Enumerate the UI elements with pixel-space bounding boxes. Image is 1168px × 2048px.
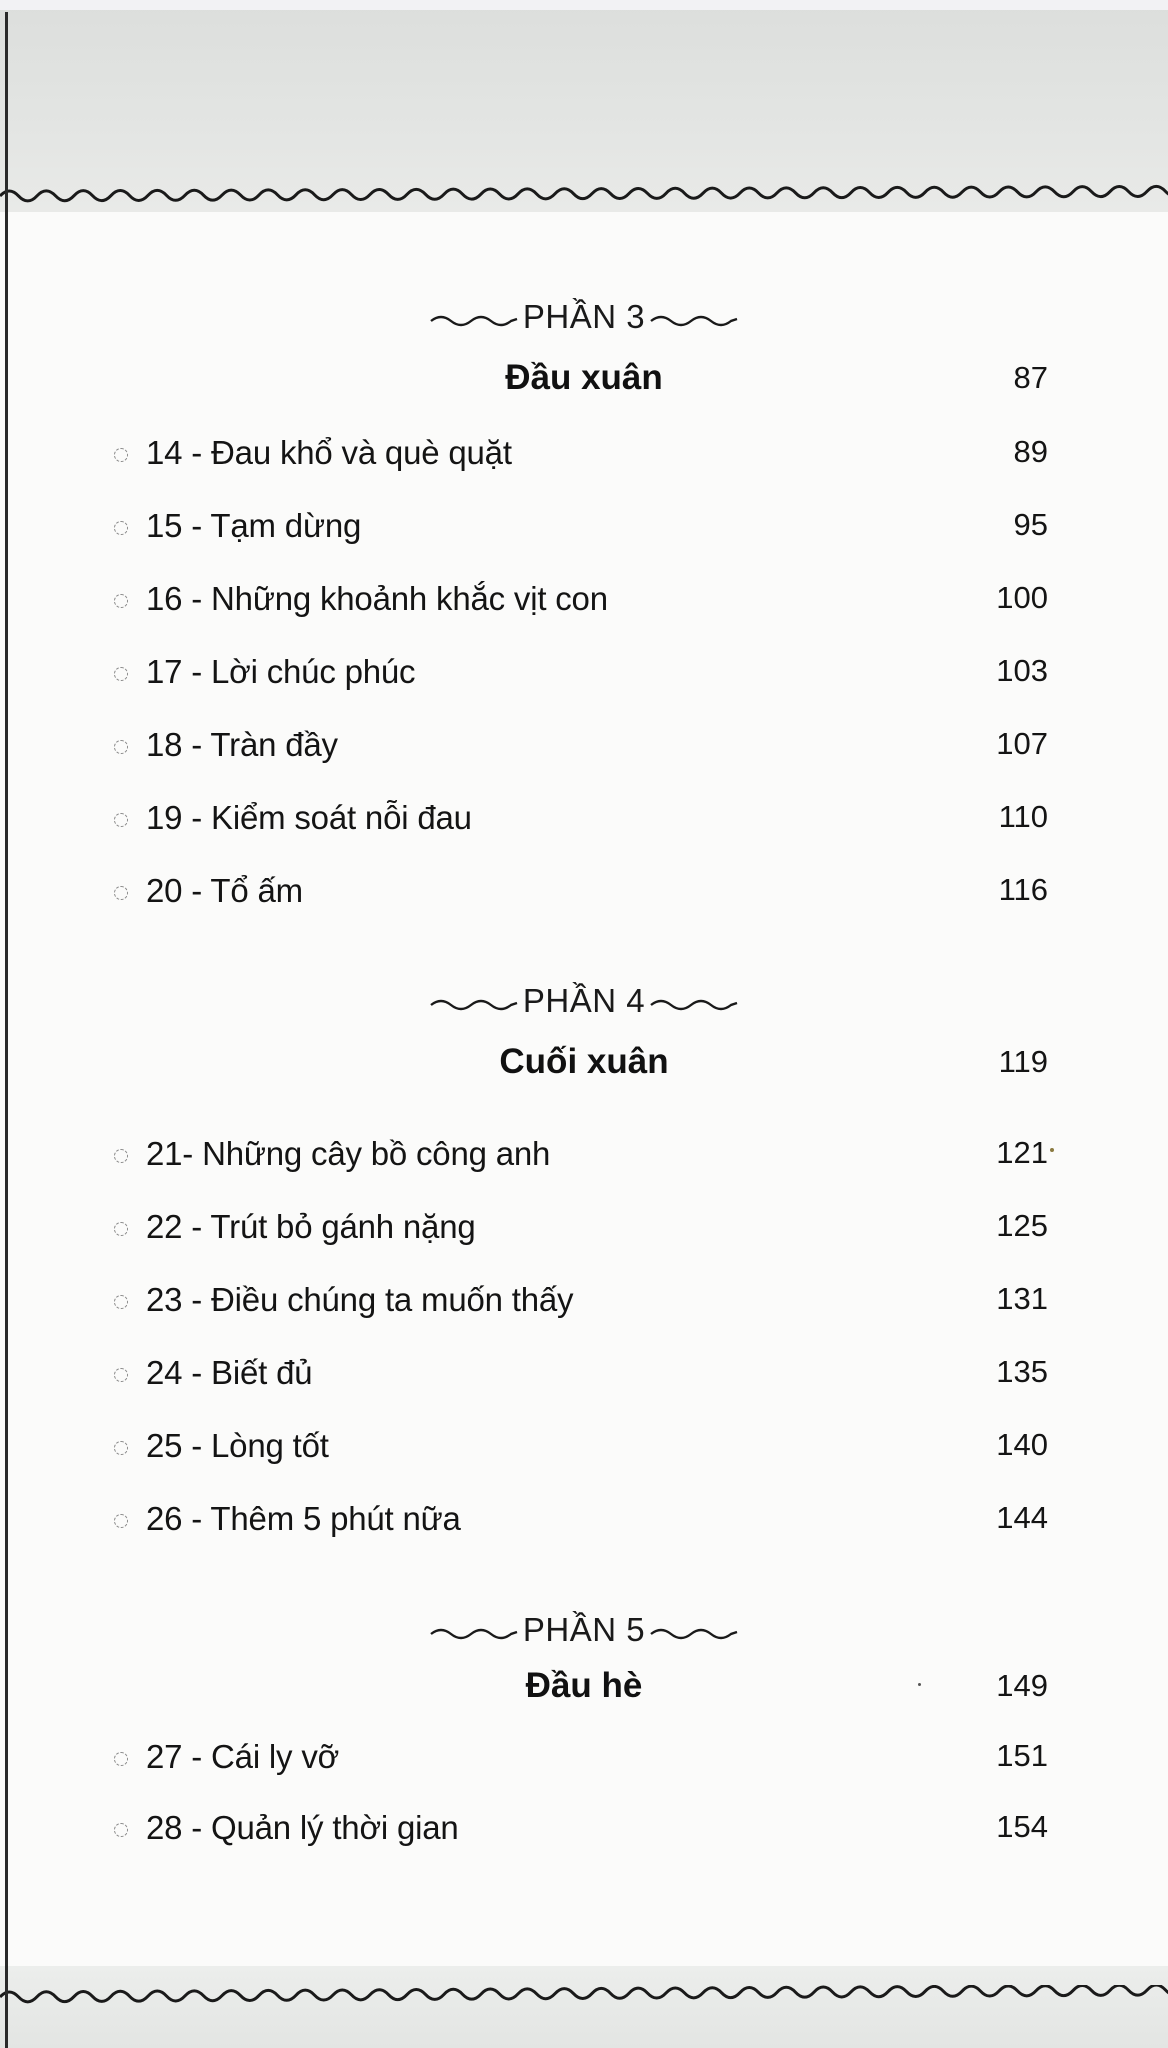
page-number: 116 xyxy=(998,872,1048,907)
page-number: 154 xyxy=(996,1809,1048,1844)
entry-label: 18 - Tràn đầy xyxy=(146,726,338,763)
dashed-circle-icon xyxy=(114,667,128,681)
page-number: 89 xyxy=(1013,434,1048,469)
dashed-circle-icon xyxy=(114,1368,128,1382)
entry-label: 21- Những cây bồ công anh xyxy=(146,1135,551,1172)
dashed-circle-icon xyxy=(114,740,128,754)
page-number: 103 xyxy=(996,653,1048,688)
top-decorative-band xyxy=(0,0,1168,212)
part-title: Đầu xuân xyxy=(505,358,663,397)
wave-divider-icon xyxy=(649,995,739,1011)
part-3-title-row[interactable] xyxy=(0,358,1168,408)
entry-label: 23 - Điều chúng ta muốn thấy xyxy=(146,1281,574,1318)
wave-divider-icon xyxy=(429,311,519,327)
dashed-circle-icon xyxy=(114,1149,128,1163)
toc-entry[interactable] xyxy=(0,1809,1168,1859)
page-number: 87 xyxy=(1013,360,1048,395)
toc-entry[interactable] xyxy=(0,507,1168,557)
toc-entry[interactable] xyxy=(0,1135,1168,1185)
dashed-circle-icon xyxy=(114,448,128,462)
top-wave-border-icon xyxy=(0,182,1168,206)
entry-label: 22 - Trút bỏ gánh nặng xyxy=(146,1208,476,1245)
dashed-circle-icon xyxy=(114,521,128,535)
part-label: PHẦN 5 xyxy=(522,1611,646,1648)
part-4-header xyxy=(0,982,1168,1030)
dashed-circle-icon xyxy=(114,1514,128,1528)
part-4-title-row[interactable] xyxy=(0,1042,1168,1092)
print-speck xyxy=(918,1683,921,1686)
entry-label: 28 - Quản lý thời gian xyxy=(146,1809,459,1846)
toc-entry[interactable] xyxy=(0,1738,1168,1788)
dashed-circle-icon xyxy=(114,1441,128,1455)
part-label: PHẦN 4 xyxy=(522,982,646,1019)
page-number: 149 xyxy=(996,1668,1048,1703)
toc-entry[interactable] xyxy=(0,1208,1168,1258)
page-number: 100 xyxy=(996,580,1048,615)
toc-entry[interactable] xyxy=(0,434,1168,484)
print-speck xyxy=(1050,1148,1054,1152)
toc-entry[interactable] xyxy=(0,872,1168,922)
wave-divider-icon xyxy=(649,311,739,327)
page-number: 151 xyxy=(996,1738,1048,1773)
toc-entry[interactable] xyxy=(0,799,1168,849)
entry-label: 26 - Thêm 5 phút nữa xyxy=(146,1500,461,1537)
dashed-circle-icon xyxy=(114,886,128,900)
dashed-circle-icon xyxy=(114,1752,128,1766)
wave-divider-icon xyxy=(429,995,519,1011)
part-5-title-row[interactable] xyxy=(0,1666,1168,1716)
page-number: 131 xyxy=(996,1281,1048,1316)
part-3-header xyxy=(0,298,1168,346)
toc-entry[interactable] xyxy=(0,653,1168,703)
page-number: 95 xyxy=(1013,507,1048,542)
dashed-circle-icon xyxy=(114,1295,128,1309)
page-number: 140 xyxy=(996,1427,1048,1462)
page-number: 121 xyxy=(996,1135,1048,1170)
wave-divider-icon xyxy=(649,1624,739,1640)
entry-label: 20 - Tổ ấm xyxy=(146,872,303,909)
part-title: Đầu hè xyxy=(525,1666,643,1705)
page-number: 144 xyxy=(996,1500,1048,1535)
page-number: 107 xyxy=(996,726,1048,761)
entry-label: 16 - Những khoảnh khắc vịt con xyxy=(146,580,608,617)
entry-label: 17 - Lời chúc phúc xyxy=(146,653,416,690)
part-label: PHẦN 3 xyxy=(522,298,646,335)
page-number: 135 xyxy=(996,1354,1048,1389)
toc-entry[interactable] xyxy=(0,1427,1168,1477)
wave-divider-icon xyxy=(429,1624,519,1640)
part-title: Cuối xuân xyxy=(499,1042,669,1081)
toc-entry[interactable] xyxy=(0,1281,1168,1331)
page-number: 125 xyxy=(996,1208,1048,1243)
page-number: 110 xyxy=(998,799,1048,834)
toc-entry[interactable] xyxy=(0,726,1168,776)
toc-entry[interactable] xyxy=(0,1354,1168,1404)
entry-label: 25 - Lòng tốt xyxy=(146,1427,329,1464)
dashed-circle-icon xyxy=(114,1222,128,1236)
part-5-header xyxy=(0,1611,1168,1659)
dashed-circle-icon xyxy=(114,1823,128,1837)
entry-label: 24 - Biết đủ xyxy=(146,1354,313,1391)
toc-entry[interactable] xyxy=(0,580,1168,630)
dashed-circle-icon xyxy=(114,813,128,827)
bottom-wave-border-icon xyxy=(0,1985,1168,2009)
dashed-circle-icon xyxy=(114,594,128,608)
entry-label: 19 - Kiểm soát nỗi đau xyxy=(146,799,472,836)
page-number: 119 xyxy=(998,1044,1048,1079)
entry-label: 15 - Tạm dừng xyxy=(146,507,362,544)
entry-label: 27 - Cái ly vỡ xyxy=(146,1738,340,1775)
entry-label: 14 - Đau khổ và què quặt xyxy=(146,434,512,471)
toc-entry[interactable] xyxy=(0,1500,1168,1550)
